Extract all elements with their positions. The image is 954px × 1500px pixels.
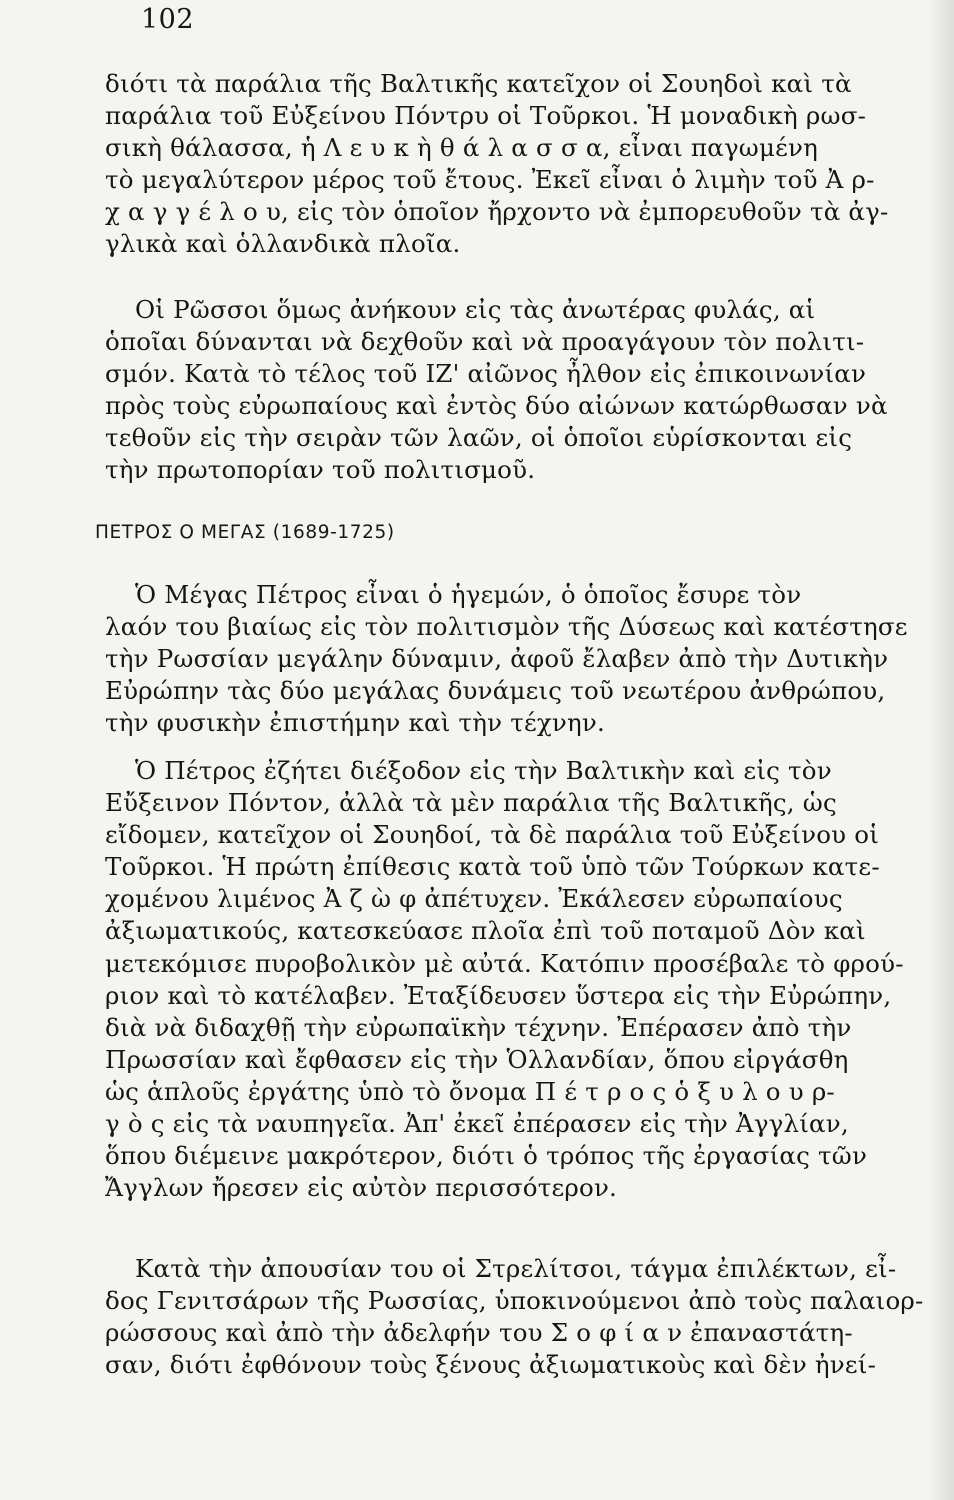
text-line: σμόν. Κατὰ τὸ τέλος τοῦ ΙΖ' αἰῶνος ἦλθον εἰς ἐπικοινωνίαν [105,359,867,389]
text-line: τὸ μεγαλύτερον μέρος τοῦ ἔτους. Ἐκεῖ εἶναι ὁ λιμὴν τοῦ Ἀ ρ- [105,165,875,195]
text-line: Ἄγγλων ἤρεσεν εἰς αὐτὸν περισσότερον. [105,1173,618,1203]
paragraph-peter-introduction [105,579,908,739]
text-line: λαόν του βιαίως εἰς τὸν πολιτισμὸν τῆς Δύσεως καὶ κατέστησε [105,612,908,642]
text-line: ὁποῖαι δύνανται νὰ δεχθοῦν καὶ νὰ προαγάγουν τὸν πολιτι- [105,327,865,357]
text-line: Ὁ Πέτρος ἐζήτει διέξοδον εἰς τὴν Βαλτικὴν καὶ εἰς τὸν [135,756,832,785]
section-heading: ΠΕΤΡΟΣ Ο ΜΕΓΑΣ (1689-1725) [95,522,395,543]
text-line: γ ὸ ς εἰς τὰ ναυπηγεῖα. Ἀπ' ἐκεῖ ἐπέρασεν εἰς τὴν Ἀγγλίαν, [105,1109,849,1139]
text-line: σικὴ θάλασσα, ἡ Λ ε υ κ ὴ θ ά λ α σ σ α, εἶναι παγωμένη [105,133,818,163]
text-line: εἴδομεν, κατεῖχον οἱ Σουηδοί, τὰ δὲ παράλια τοῦ Εὐξείνου οἱ [105,820,880,850]
text-line: Εὔξεινον Πόντον, ἀλλὰ τὰ μὲν παράλια τῆς Βαλτικῆς, ὡς [105,788,837,818]
text-line: χ α γ γ έ λ ο υ, εἰς τὸν ὁποῖον ἤρχοντο νὰ ἐμπορευθοῦν τὰ ἀγ- [105,197,889,227]
text-line: ρώσσους καὶ ἀπὸ τὴν ἀδελφήν του Σ ο φ ί α ν ἐπαναστάτη- [105,1318,853,1348]
text-line: Οἱ Ρῶσσοι ὅμως ἀνήκουν εἰς τὰς ἀνωτέρας φυλάς, αἱ [135,295,816,324]
text-line: πρὸς τοὺς εὐρωπαίους καὶ ἐντὸς δύο αἰώνων κατώρθωσαν νὰ [105,391,888,421]
text-line: χομένου λιμένος Ἀ ζ ὼ φ ἀπέτυχεν. Ἐκάλεσεν εὐρωπαίους [105,884,843,914]
text-line: γλικὰ καὶ ὁλλανδικὰ πλοῖα. [105,229,461,259]
page-edge-shadow [928,0,954,1500]
text-line: μετεκόμισε πυροβολικὸν μὲ αὐτά. Κατόπιν προσέβαλε τὸ φρού- [105,948,904,978]
text-line: δος Γενιτσάρων τῆς Ρωσσίας, ὑποκινούμενοι ἀπὸ τοὺς παλαιορ- [105,1286,924,1316]
text-line: Κατὰ τὴν ἀπουσίαν του οἱ Στρελίτσοι, τάγμα ἐπιλέκτων, εἶ- [135,1254,897,1283]
text-line: Εὐρώπην τὰς δύο μεγάλας δυνάμεις τοῦ νεωτέρου ἀνθρώπου, [105,676,886,706]
text-line: ριον καὶ τὸ κατέλαβεν. Ἐταξίδευσεν ὕστερα εἰς τὴν Εὐρώπην, [105,980,892,1010]
text-line: διὰ νὰ διδαχθῇ τὴν εὐρωπαϊκὴν τέχνην. Ἐπέρασεν ἀπὸ τὴν [105,1012,852,1042]
text-line: Πρωσσίαν καὶ ἔφθασεν εἰς τὴν Ὁλλανδίαν, ὅπου εἰργάσθη [105,1044,849,1074]
paragraph-peter-travels [105,755,905,1204]
text-line: διότι τὰ παράλια τῆς Βαλτικῆς κατεῖχον οἱ Σουηδοὶ καὶ τὰ [105,69,852,98]
text-line: τεθοῦν εἰς τὴν σειρὰν τῶν λαῶν, οἱ ὁποῖοι εὑρίσκονται εἰς [105,423,853,453]
text-line: τὴν φυσικὴν ἐπιστήμην καὶ τὴν τέχνην. [105,708,605,738]
text-line: ἀξιωματικούς, κατεσκεύασε πλοῖα ἐπὶ τοῦ ποταμοῦ Δὸν καὶ [105,916,866,946]
paragraph-streltsy-revolt [105,1253,924,1381]
text-line: τὴν πρωτοπορίαν τοῦ πολιτισμοῦ. [105,455,536,485]
text-line: ὡς ἁπλοῦς ἐργάτης ὑπὸ τὸ ὄνομα Π έ τ ρ ο ς ὁ ξ υ λ ο υ ρ- [105,1076,835,1106]
text-line: Τοῦρκοι. Ἡ πρώτη ἐπίθεσις κατὰ τοῦ ὑπὸ τῶν Τούρκων κατε- [105,852,880,882]
text-line: Ὁ Μέγας Πέτρος εἶναι ὁ ἡγεμών, ὁ ὁποῖος ἔσυρε τὸν [135,580,802,609]
text-line: ὅπου διέμεινε μακρότερον, διότι ὁ τρόπος τῆς ἐργασίας τῶν [105,1141,868,1171]
paragraph-baltic-seas [105,68,905,261]
text-line: παράλια τοῦ Εὐξείνου Πόντρυ οἱ Τοῦρκοι. Ἡ μοναδικὴ ρωσ- [105,101,867,131]
paragraph-russians-civilization [105,294,905,487]
text-line: τὴν Ρωσσίαν μεγάλην δύναμιν, ἀφοῦ ἔλαβεν ἀπὸ τὴν Δυτικὴν [105,644,889,674]
text-line: σαν, διότι ἐφθόνουν τοὺς ξένους ἀξιωματικοὺς καὶ δὲν ἠνεί- [105,1350,877,1380]
page-number: 102 [141,4,195,35]
